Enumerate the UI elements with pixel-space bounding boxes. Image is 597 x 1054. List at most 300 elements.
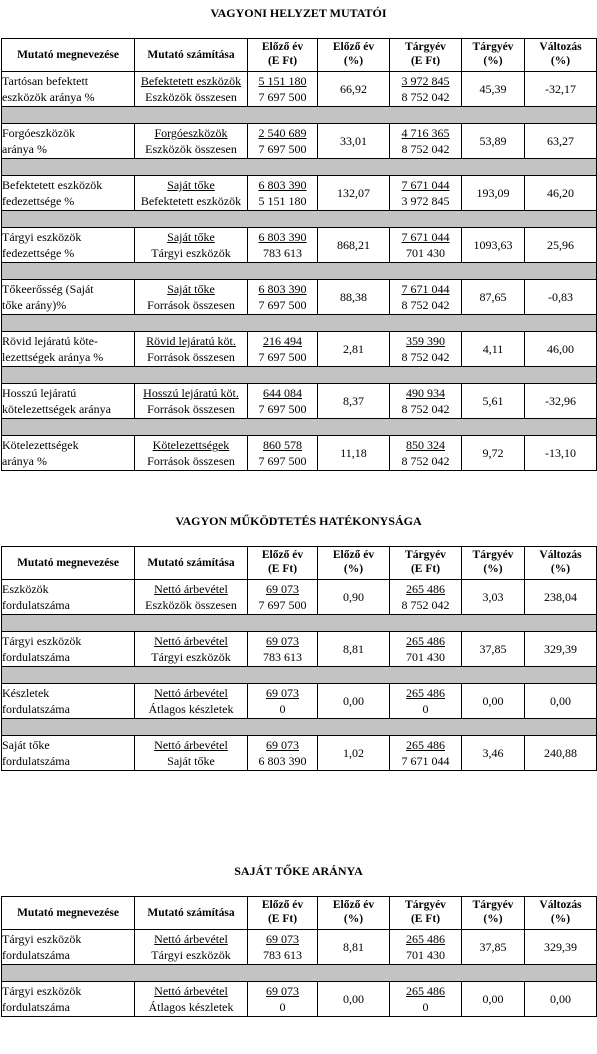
change-percent: 46,00 (525, 332, 597, 367)
formula-numerator: Nettó árbevétel (154, 634, 228, 648)
header-row (2, 39, 597, 72)
indicator-formula (135, 176, 248, 211)
formula-denominator: Eszközök összesen (145, 90, 237, 104)
indicator-name-line2: fedezettsége % (2, 194, 75, 208)
indicator-name-line2: fordulatszáma (2, 650, 70, 664)
indicator-name-line2: fordulatszáma (2, 948, 70, 962)
change-percent: -32,17 (525, 72, 597, 107)
indicator-table (1, 546, 597, 771)
col-header-prev-ft-line2: (E Ft) (267, 55, 298, 67)
prev-year-denominator: 7 697 500 (258, 90, 307, 104)
indicator-name-line2: fordulatszáma (2, 598, 70, 612)
separator-cell (2, 667, 597, 684)
curr-year-numerator: 265 486 (406, 984, 445, 998)
prev-year-percent: 1,02 (318, 736, 390, 771)
prev-year-numerator: 216 494 (263, 334, 302, 348)
indicator-name (2, 384, 135, 419)
indicator-name-line2: kötelezettségek aránya (2, 402, 111, 416)
formula-numerator: Forgóeszközök (154, 126, 228, 140)
separator-row (2, 107, 597, 124)
indicator-name-line1: Hosszú lejáratú (2, 386, 77, 400)
indicator-name (2, 72, 135, 107)
indicator-name (2, 228, 135, 263)
indicator-name (2, 124, 135, 159)
indicator-formula (135, 930, 248, 965)
section-asset-efficiency (0, 512, 597, 771)
col-header-prev-ft (248, 547, 318, 580)
indicator-formula (135, 736, 248, 771)
formula-numerator: Hosszú lejáratú köt. (143, 386, 239, 400)
table-row (2, 436, 597, 471)
indicator-formula (135, 982, 248, 1017)
header-row (2, 897, 597, 930)
col-header-curr-ft (390, 897, 462, 930)
indicator-formula (135, 684, 248, 719)
indicator-formula (135, 384, 248, 419)
separator-cell (2, 367, 597, 384)
indicator-name (2, 930, 135, 965)
separator-row (2, 159, 597, 176)
curr-year-percent: 0,00 (462, 982, 525, 1017)
curr-year-percent: 53,89 (462, 124, 525, 159)
indicator-name-line1: Tárgyi eszközök (2, 984, 82, 998)
change-percent: 25,96 (525, 228, 597, 263)
formula-denominator: Források összesen (147, 350, 235, 364)
separator-cell (2, 107, 597, 124)
indicator-name-line1: Készletek (2, 686, 50, 700)
indicator-name (2, 332, 135, 367)
prev-year-denominator: 5 151 180 (258, 194, 307, 208)
col-header-prev-pct-line2: (%) (343, 913, 364, 925)
table-row (2, 332, 597, 367)
prev-year-percent: 8,81 (318, 632, 390, 667)
prev-year-values (248, 176, 318, 211)
prev-year-values (248, 72, 318, 107)
prev-year-numerator: 69 073 (266, 984, 299, 998)
formula-denominator: Átlagos készletek (148, 1000, 234, 1014)
separator-row (2, 211, 597, 228)
indicator-formula (135, 228, 248, 263)
formula-numerator: Nettó árbevétel (154, 984, 228, 998)
change-percent: 46,20 (525, 176, 597, 211)
curr-year-numerator: 3 972 845 (401, 74, 450, 88)
separator-cell (2, 159, 597, 176)
curr-year-values (390, 124, 462, 159)
indicator-name (2, 684, 135, 719)
curr-year-values (390, 72, 462, 107)
formula-denominator: Tárgyi eszközök (151, 650, 231, 664)
formula-numerator: Nettó árbevétel (154, 582, 228, 596)
col-header-name: Mutató megnevezése (2, 897, 135, 930)
curr-year-percent: 9,72 (462, 436, 525, 471)
col-header-curr-pct-line1: Tárgyév (472, 549, 514, 561)
indicator-name (2, 176, 135, 211)
prev-year-numerator: 69 073 (266, 738, 299, 752)
col-header-prev-ft-line1: Előző év (261, 41, 304, 53)
indicator-name-line1: Saját tőke (2, 738, 50, 752)
indicator-formula (135, 580, 248, 615)
prev-year-percent: 88,38 (318, 280, 390, 315)
indicator-name-line2: eszközök aránya % (2, 90, 95, 104)
formula-denominator: Saját tőke (167, 754, 215, 768)
curr-year-denominator: 0 (422, 1000, 429, 1014)
prev-year-percent: 2,81 (318, 332, 390, 367)
col-header-curr-pct-line1: Tárgyév (472, 899, 514, 911)
curr-year-denominator: 8 752 042 (401, 598, 450, 612)
curr-year-values (390, 632, 462, 667)
col-header-name: Mutató megnevezése (2, 39, 135, 72)
change-percent: 329,39 (525, 930, 597, 965)
col-header-prev-ft-line1: Előző év (261, 549, 304, 561)
prev-year-denominator: 7 697 500 (258, 402, 307, 416)
formula-numerator: Nettó árbevétel (154, 686, 228, 700)
change-percent: 238,04 (525, 580, 597, 615)
prev-year-denominator: 0 (279, 702, 286, 716)
prev-year-denominator: 7 697 500 (258, 350, 307, 364)
table-row (2, 176, 597, 211)
prev-year-percent: 33,01 (318, 124, 390, 159)
table-row (2, 982, 597, 1017)
col-header-prev-ft (248, 39, 318, 72)
curr-year-percent: 87,65 (462, 280, 525, 315)
separator-row (2, 419, 597, 436)
curr-year-numerator: 265 486 (406, 738, 445, 752)
formula-denominator: Források összesen (147, 454, 235, 468)
prev-year-numerator: 6 803 390 (258, 178, 307, 192)
col-header-calc: Mutató számítása (135, 39, 248, 72)
header-row (2, 547, 597, 580)
col-header-name: Mutató megnevezése (2, 547, 135, 580)
table-row (2, 632, 597, 667)
curr-year-values (390, 280, 462, 315)
col-header-calc: Mutató számítása (135, 547, 248, 580)
indicator-name-line1: Eszközök (2, 582, 49, 596)
indicator-name (2, 580, 135, 615)
indicator-name-line2: aránya % (2, 142, 47, 156)
separator-cell (2, 965, 597, 982)
indicator-name-line2: lezettségek aránya % (2, 350, 104, 364)
prev-year-numerator: 69 073 (266, 932, 299, 946)
section-asset-position (0, 4, 597, 471)
col-header-curr-ft-line2: (E Ft) (410, 913, 441, 925)
indicator-name-line1: Forgóeszközök (2, 126, 76, 140)
prev-year-values (248, 684, 318, 719)
col-header-curr-pct-line2: (%) (483, 913, 503, 925)
indicator-name-line1: Kötelezettségek (2, 438, 79, 452)
prev-year-denominator: 7 697 500 (258, 142, 307, 156)
col-header-change-line1: Változás (539, 41, 582, 53)
separator-row (2, 367, 597, 384)
indicator-formula (135, 280, 248, 315)
col-header-prev-pct-line2: (%) (343, 563, 364, 575)
prev-year-values (248, 982, 318, 1017)
formula-numerator: Saját tőke (167, 282, 215, 296)
prev-year-denominator: 7 697 500 (258, 298, 307, 312)
indicator-name-line1: Tárgyi eszközök (2, 932, 82, 946)
prev-year-values (248, 632, 318, 667)
col-header-calc: Mutató számítása (135, 897, 248, 930)
change-percent: 0,00 (525, 684, 597, 719)
col-header-prev-pct (318, 897, 390, 930)
curr-year-numerator: 265 486 (406, 582, 445, 596)
formula-numerator: Befektetett eszközök (140, 74, 242, 88)
formula-numerator: Saját tőke (167, 230, 215, 244)
separator-row (2, 719, 597, 736)
col-header-change (525, 39, 597, 72)
col-header-prev-pct-line1: Előző év (332, 549, 375, 561)
curr-year-denominator: 8 752 042 (401, 90, 450, 104)
curr-year-values (390, 176, 462, 211)
curr-year-percent: 37,85 (462, 632, 525, 667)
prev-year-denominator: 783 613 (263, 246, 302, 260)
curr-year-percent: 0,00 (462, 684, 525, 719)
formula-numerator: Kötelezettségek (152, 438, 230, 452)
indicator-table (1, 38, 597, 471)
separator-cell (2, 419, 597, 436)
prev-year-denominator: 783 613 (263, 948, 302, 962)
prev-year-percent: 66,92 (318, 72, 390, 107)
curr-year-values (390, 684, 462, 719)
curr-year-denominator: 8 752 042 (401, 350, 450, 364)
col-header-prev-ft (248, 897, 318, 930)
curr-year-denominator: 0 (422, 702, 429, 716)
curr-year-percent: 1093,63 (462, 228, 525, 263)
col-header-change (525, 897, 597, 930)
prev-year-numerator: 5 151 180 (258, 74, 307, 88)
formula-denominator: Átlagos készletek (148, 702, 234, 716)
indicator-name (2, 736, 135, 771)
curr-year-values (390, 436, 462, 471)
indicator-formula (135, 436, 248, 471)
indicator-name-line2: fordulatszáma (2, 754, 70, 768)
col-header-curr-ft-line2: (E Ft) (410, 55, 441, 67)
curr-year-percent: 5,61 (462, 384, 525, 419)
col-header-prev-ft-line2: (E Ft) (267, 563, 298, 575)
col-header-prev-pct-line1: Előző év (332, 41, 375, 53)
table-row (2, 124, 597, 159)
table-row (2, 228, 597, 263)
col-header-curr-pct (462, 547, 525, 580)
col-header-prev-ft-line2: (E Ft) (267, 913, 298, 925)
formula-denominator: Befektetett eszközök (140, 194, 242, 208)
indicator-name (2, 982, 135, 1017)
curr-year-percent: 4,11 (462, 332, 525, 367)
col-header-curr-pct (462, 897, 525, 930)
col-header-curr-pct-line2: (%) (483, 563, 503, 575)
table-row (2, 384, 597, 419)
separator-cell (2, 263, 597, 280)
curr-year-denominator: 701 430 (406, 948, 445, 962)
change-percent: 240,88 (525, 736, 597, 771)
separator-cell (2, 615, 597, 632)
indicator-name-line2: aránya % (2, 454, 47, 468)
curr-year-values (390, 332, 462, 367)
curr-year-numerator: 850 324 (406, 438, 445, 452)
formula-numerator: Rövid lejáratú köt. (146, 334, 236, 348)
formula-numerator: Nettó árbevétel (154, 738, 228, 752)
curr-year-numerator: 265 486 (406, 932, 445, 946)
change-percent: -13,10 (525, 436, 597, 471)
prev-year-denominator: 7 697 500 (258, 598, 307, 612)
indicator-name-line1: Befektetett eszközök (2, 178, 103, 192)
curr-year-denominator: 7 671 044 (401, 754, 450, 768)
separator-row (2, 615, 597, 632)
indicator-name (2, 632, 135, 667)
curr-year-numerator: 265 486 (406, 634, 445, 648)
change-percent: 0,00 (525, 982, 597, 1017)
change-percent: 63,27 (525, 124, 597, 159)
prev-year-percent: 8,37 (318, 384, 390, 419)
curr-year-denominator: 8 752 042 (401, 454, 450, 468)
indicator-formula (135, 72, 248, 107)
indicator-name-line2: fedezettsége % (2, 246, 75, 260)
col-header-prev-pct (318, 547, 390, 580)
prev-year-numerator: 860 578 (263, 438, 302, 452)
prev-year-values (248, 228, 318, 263)
prev-year-percent: 0,00 (318, 684, 390, 719)
prev-year-denominator: 783 613 (263, 650, 302, 664)
col-header-curr-ft-line1: Tárgyév (405, 899, 446, 911)
formula-denominator: Tárgyi eszközök (151, 948, 231, 962)
prev-year-numerator: 644 084 (263, 386, 302, 400)
formula-numerator: Nettó árbevétel (154, 932, 228, 946)
section-equity-ratio (0, 862, 597, 1017)
curr-year-numerator: 490 934 (406, 386, 445, 400)
prev-year-percent: 868,21 (318, 228, 390, 263)
curr-year-values (390, 580, 462, 615)
formula-denominator: Eszközök összesen (145, 598, 237, 612)
prev-year-percent: 11,18 (318, 436, 390, 471)
col-header-change-line1: Változás (539, 899, 582, 911)
prev-year-numerator: 6 803 390 (258, 282, 307, 296)
prev-year-denominator: 7 697 500 (258, 454, 307, 468)
curr-year-denominator: 3 972 845 (401, 194, 450, 208)
curr-year-percent: 45,39 (462, 72, 525, 107)
col-header-prev-pct-line1: Előző év (332, 899, 375, 911)
table-row (2, 684, 597, 719)
col-header-change-line2: (%) (550, 55, 571, 67)
col-header-curr-pct (462, 39, 525, 72)
curr-year-percent: 193,09 (462, 176, 525, 211)
prev-year-denominator: 0 (279, 1000, 286, 1014)
col-header-curr-ft-line1: Tárgyév (405, 549, 446, 561)
formula-denominator: Források összesen (147, 402, 235, 416)
prev-year-values (248, 930, 318, 965)
formula-denominator: Tárgyi eszközök (151, 246, 231, 260)
col-header-curr-pct-line2: (%) (483, 55, 503, 67)
prev-year-numerator: 2 540 689 (258, 126, 307, 140)
section-title: SAJÁT TŐKE ARÁNYA (234, 864, 363, 878)
curr-year-numerator: 265 486 (406, 686, 445, 700)
formula-denominator: Eszközök összesen (145, 142, 237, 156)
indicator-table (1, 896, 597, 1017)
prev-year-values (248, 736, 318, 771)
indicator-formula (135, 124, 248, 159)
prev-year-values (248, 384, 318, 419)
curr-year-numerator: 7 671 044 (401, 282, 450, 296)
separator-row (2, 667, 597, 684)
curr-year-percent: 3,03 (462, 580, 525, 615)
table-row (2, 72, 597, 107)
prev-year-values (248, 124, 318, 159)
curr-year-values (390, 982, 462, 1017)
table-row (2, 736, 597, 771)
col-header-change-line1: Változás (539, 549, 582, 561)
col-header-curr-ft (390, 39, 462, 72)
col-header-change-line2: (%) (550, 563, 571, 575)
formula-denominator: Források összesen (147, 298, 235, 312)
section-title: VAGYON MŰKÖDTETÉS HATÉKONYSÁGA (175, 514, 422, 528)
separator-row (2, 965, 597, 982)
table-row (2, 280, 597, 315)
separator-cell (2, 315, 597, 332)
prev-year-numerator: 6 803 390 (258, 230, 307, 244)
table-row (2, 930, 597, 965)
curr-year-denominator: 701 430 (406, 246, 445, 260)
curr-year-denominator: 8 752 042 (401, 298, 450, 312)
prev-year-percent: 8,81 (318, 930, 390, 965)
change-percent: -0,83 (525, 280, 597, 315)
prev-year-values (248, 580, 318, 615)
indicator-name-line1: Tárgyi eszközök (2, 634, 82, 648)
curr-year-denominator: 8 752 042 (401, 142, 450, 156)
indicator-formula (135, 632, 248, 667)
prev-year-values (248, 332, 318, 367)
col-header-curr-pct-line1: Tárgyév (472, 41, 514, 53)
col-header-curr-ft-line1: Tárgyév (405, 41, 446, 53)
prev-year-numerator: 69 073 (266, 634, 299, 648)
formula-numerator: Saját tőke (167, 178, 215, 192)
curr-year-numerator: 7 671 044 (401, 230, 450, 244)
prev-year-numerator: 69 073 (266, 582, 299, 596)
separator-cell (2, 719, 597, 736)
curr-year-numerator: 4 716 365 (401, 126, 450, 140)
separator-cell (2, 211, 597, 228)
indicator-name-line2: fordulatszáma (2, 702, 70, 716)
curr-year-values (390, 736, 462, 771)
table-row (2, 580, 597, 615)
prev-year-percent: 0,90 (318, 580, 390, 615)
indicator-name (2, 280, 135, 315)
prev-year-percent: 132,07 (318, 176, 390, 211)
col-header-prev-pct-line2: (%) (343, 55, 364, 67)
col-header-curr-ft-line2: (E Ft) (410, 563, 441, 575)
curr-year-numerator: 7 671 044 (401, 178, 450, 192)
curr-year-values (390, 930, 462, 965)
curr-year-denominator: 8 752 042 (401, 402, 450, 416)
curr-year-values (390, 228, 462, 263)
col-header-prev-ft-line1: Előző év (261, 899, 304, 911)
indicator-name-line2: fordulatszáma (2, 1000, 70, 1014)
curr-year-percent: 37,85 (462, 930, 525, 965)
separator-row (2, 263, 597, 280)
curr-year-numerator: 359 390 (406, 334, 445, 348)
prev-year-percent: 0,00 (318, 982, 390, 1017)
change-percent: 329,39 (525, 632, 597, 667)
indicator-name-line1: Tárgyi eszközök (2, 230, 82, 244)
section-title: VAGYONI HELYZET MUTATÓI (210, 6, 387, 20)
prev-year-numerator: 69 073 (266, 686, 299, 700)
col-header-curr-ft (390, 547, 462, 580)
col-header-change-line2: (%) (550, 913, 571, 925)
indicator-name-line1: Tőkeerősség (Saját (2, 282, 94, 296)
col-header-prev-pct (318, 39, 390, 72)
indicator-name-line1: Rövid lejáratú köte- (2, 334, 98, 348)
indicator-name (2, 436, 135, 471)
indicator-formula (135, 332, 248, 367)
col-header-change (525, 547, 597, 580)
prev-year-values (248, 436, 318, 471)
